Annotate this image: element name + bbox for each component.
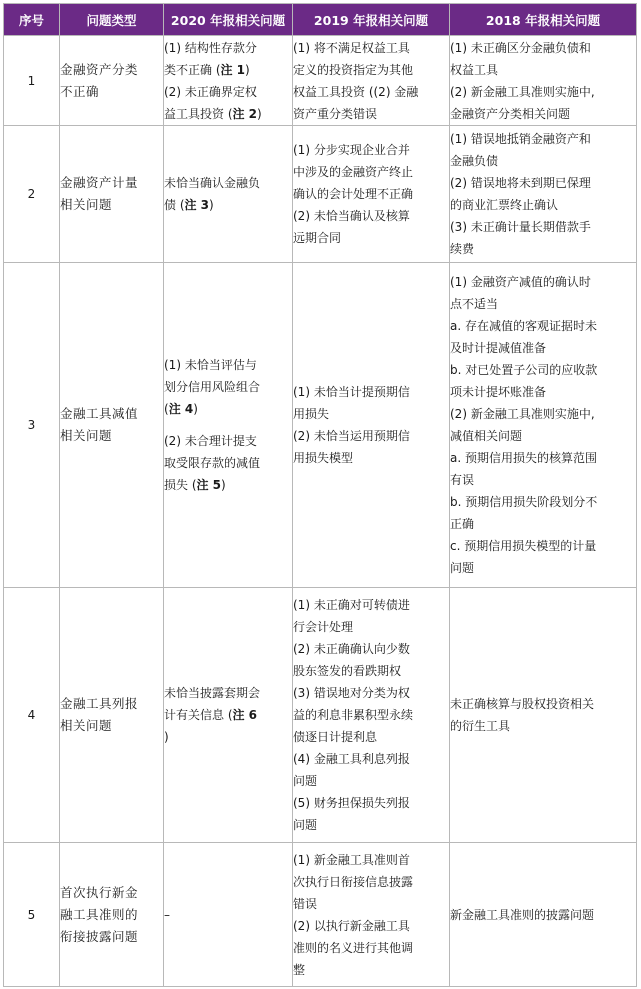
table-row — [4, 126, 637, 263]
issue-2020-line — [164, 194, 292, 216]
issue-2020-text: (2) 未合理计提支 — [164, 434, 257, 448]
header-2018: 2018 年报相关问题 — [450, 4, 637, 36]
issue-2020-line — [164, 682, 292, 704]
row-index: 2 — [4, 126, 60, 263]
issues-2019-line: (4) 金融工具利息列报 — [293, 752, 410, 766]
issue-2020-line — [164, 172, 292, 194]
issue-type-line: 金融工具减值 — [60, 406, 139, 421]
issue-2020-text: 未恰当确认金融负 — [164, 176, 261, 190]
issue-2020-line — [164, 354, 292, 376]
issues-2019-line: 行会计处理 — [293, 620, 354, 634]
issues-2019-line: (1) 未正确对可转债进 — [293, 598, 410, 612]
issues-2018-line: a. 存在减值的客观证据时未 — [450, 319, 597, 333]
issue-2020-text: 损失 ( — [164, 478, 197, 492]
issues-2020 — [164, 263, 293, 588]
issues-2019 — [293, 36, 450, 126]
issues-2019-line: 股东签发的看跌期权 — [293, 664, 402, 678]
issues-2019-line: 错误 — [293, 896, 318, 911]
issue-2020-line — [164, 726, 292, 748]
note-reference: 注 4 — [168, 402, 194, 416]
issues-2018-line: 点不适当 — [450, 297, 499, 311]
issues-2018-line: 减值相关问题 — [450, 429, 523, 443]
issue-type-line: 相关问题 — [60, 428, 113, 443]
issues-2018 — [450, 36, 637, 126]
issue-2020-text: – — [164, 907, 170, 922]
issue-2020-line — [164, 59, 292, 81]
issue-2020-tail: ) — [245, 62, 250, 77]
note-reference: 注 1 — [220, 62, 246, 77]
issue-2020-text: ( — [164, 402, 169, 416]
issues-2018-line: c. 预期信用损失模型的计量 — [450, 539, 597, 553]
issues-2019-line: 定义的投资指定为其他 — [293, 62, 414, 77]
issues-2018-line: 权益工具 — [450, 62, 499, 77]
issue-2020-text: 划分信用风险组合 — [164, 380, 261, 394]
issues-2018-line: 及时计提减值准备 — [450, 341, 547, 355]
issue-2020-text: 未恰当披露套期会 — [164, 686, 261, 700]
row-index: 4 — [4, 588, 60, 843]
issues-2019-line: (2) 未恰当运用预期信 — [293, 429, 410, 443]
issues-2019-line: (2) 以执行新金融工具 — [293, 918, 410, 933]
issues-2020 — [164, 843, 293, 987]
issue-type-line: 衔接披露问题 — [60, 928, 139, 944]
note-reference: 注 3 — [184, 198, 210, 212]
issues-2020 — [164, 126, 293, 263]
issue-2020-text: 益工具投资 ( — [164, 106, 233, 121]
issue-2020-line — [164, 704, 292, 726]
issues-2018-line: 的衍生工具 — [450, 719, 511, 733]
issues-2019-line: (3) 错误地对分类为权 — [293, 686, 410, 700]
issues-2019 — [293, 588, 450, 843]
issues-2019-line: 用损失模型 — [293, 451, 354, 465]
issue-type — [60, 263, 164, 588]
issues-2019-line: 资产重分类错误 — [293, 106, 378, 121]
issues-2019-line: 债逐日计提利息 — [293, 730, 378, 744]
issue-2020-tail: ) — [209, 198, 214, 212]
issue-2020-text: ) — [164, 730, 169, 744]
issues-2018-line: 有误 — [450, 473, 475, 487]
header-2020: 2020 年报相关问题 — [164, 4, 293, 36]
issues-2020 — [164, 36, 293, 126]
table-row — [4, 263, 637, 588]
issues-2019-line: (1) 未恰当计提预期信 — [293, 385, 410, 399]
issue-2020-line — [164, 474, 292, 496]
row-index: 3 — [4, 263, 60, 588]
issues-2019-line: 权益工具投资 ((2) 金融 — [293, 84, 419, 99]
issues-2019 — [293, 126, 450, 263]
issue-type — [60, 36, 164, 126]
table-row — [4, 588, 637, 843]
issues-2018 — [450, 843, 637, 987]
issues-2019-line: 远期合同 — [293, 231, 342, 245]
issues-2019-line: (2) 未正确确认向少数 — [293, 642, 410, 656]
issues-2018-line: 金融负债 — [450, 154, 499, 168]
issue-2020-text: 计有关信息 ( — [164, 708, 233, 722]
issues-2018 — [450, 588, 637, 843]
issue-type — [60, 588, 164, 843]
issues-2018-line: 的商业汇票终止确认 — [450, 198, 559, 212]
issues-2019-line: (1) 将不满足权益工具 — [293, 40, 410, 55]
issue-2020-line — [164, 103, 292, 125]
table-row — [4, 843, 637, 987]
issue-type-line: 金融资产计量 — [60, 175, 139, 190]
issues-2019-line: 准则的名义进行其他调 — [293, 940, 414, 955]
issue-type-line: 相关问题 — [60, 718, 113, 733]
issues-2018-line: a. 预期信用损失的核算范围 — [450, 451, 597, 465]
issue-2020-tail: ) — [193, 402, 198, 416]
header-index: 序号 — [4, 4, 60, 36]
issues-2018-line: 未正确核算与股权投资相关 — [450, 697, 595, 711]
issues-2019-line: 问题 — [293, 818, 318, 832]
row-index: 1 — [4, 36, 60, 126]
issue-type-line: 融工具准则的 — [60, 906, 139, 922]
issues-2019-line: (1) 分步实现企业合并 — [293, 143, 410, 157]
issue-2020-text: (1) 结构性存款分 — [164, 40, 257, 55]
issues-2020 — [164, 588, 293, 843]
note-reference: 注 5 — [196, 478, 222, 492]
issues-2019 — [293, 263, 450, 588]
issue-2020-tail: ) — [257, 106, 262, 121]
issues-2018-line: 正确 — [450, 517, 475, 531]
issues-2018-line: (2) 新金融工具准则实施中, — [450, 84, 595, 99]
issues-2018 — [450, 126, 637, 263]
issue-type-line: 不正确 — [60, 83, 100, 99]
issues-2018-line: 项未计提坏账准备 — [450, 385, 547, 399]
issues-2018-line: (1) 金融资产减值的确认时 — [450, 275, 591, 289]
issue-type — [60, 126, 164, 263]
note-reference: 注 2 — [232, 106, 258, 121]
issues-2018-line: 新金融工具准则的披露问题 — [450, 907, 595, 922]
issue-2020-line — [164, 420, 292, 430]
issues-2019-line: 次执行日衔接信息披露 — [293, 874, 414, 889]
issue-2020-line — [164, 81, 292, 103]
issues-2019 — [293, 843, 450, 987]
issues-2019-line: 确认的会计处理不正确 — [293, 187, 414, 201]
issue-type-line: 相关问题 — [60, 197, 113, 212]
issues-2019-line: (5) 财务担保损失列报 — [293, 796, 410, 810]
issue-2020-line — [164, 37, 292, 59]
audit-issues-table — [3, 3, 637, 987]
issue-2020-line — [164, 398, 292, 420]
issues-2018-line: (1) 错误地抵销金融资产和 — [450, 132, 591, 146]
issue-2020-text: (1) 未恰当评估与 — [164, 358, 257, 372]
issue-2020-line — [164, 430, 292, 452]
issues-2019-line: (1) 新金融工具准则首 — [293, 852, 410, 867]
issue-type — [60, 843, 164, 987]
issue-type-line: 金融资产分类 — [60, 61, 139, 77]
issues-2019-line: 用损失 — [293, 407, 330, 421]
header-row — [4, 4, 637, 36]
header-issue-type: 问题类型 — [60, 4, 164, 36]
issues-2018-line: 续费 — [450, 242, 475, 256]
note-reference: 注 6 — [232, 708, 258, 722]
issue-2020-text: 债 ( — [164, 198, 185, 212]
issues-2019-line: (2) 未恰当确认及核算 — [293, 209, 410, 223]
issue-2020-text: 取受限存款的减值 — [164, 456, 261, 470]
issues-2018-line: (2) 新金融工具准则实施中, — [450, 407, 595, 421]
issue-2020-line — [164, 904, 292, 926]
issue-2020-line — [164, 452, 292, 474]
issue-2020-line — [164, 376, 292, 398]
header-2019: 2019 年报相关问题 — [293, 4, 450, 36]
table-row — [4, 36, 637, 126]
issues-2019-line: 整 — [293, 962, 306, 977]
issue-2020-tail: ) — [221, 478, 226, 492]
issues-2018-line: (1) 未正确区分金融负债和 — [450, 40, 591, 55]
row-index: 5 — [4, 843, 60, 987]
issues-2018-line: 问题 — [450, 561, 475, 575]
issues-2018-line: b. 预期信用损失阶段划分不 — [450, 495, 598, 509]
issues-2018-line: b. 对已处置子公司的应收款 — [450, 363, 598, 377]
issues-2019-line: 问题 — [293, 774, 318, 788]
issue-type-line: 首次执行新金 — [60, 884, 139, 900]
issues-2019-line: 益的利息非累积型永续 — [293, 708, 414, 722]
issues-2019-line: 中涉及的金融资产终止 — [293, 165, 414, 179]
issues-2018 — [450, 263, 637, 588]
issues-2018-line: (2) 错误地将未到期已保理 — [450, 176, 591, 190]
issue-type-line: 金融工具列报 — [60, 696, 139, 711]
issues-2018-line: 金融资产分类相关问题 — [450, 106, 571, 121]
issues-2018-line: (3) 未正确计量长期借款手 — [450, 220, 591, 234]
issue-2020-text: 类不正确 ( — [164, 62, 221, 77]
issue-2020-text: (2) 未正确界定权 — [164, 84, 257, 99]
